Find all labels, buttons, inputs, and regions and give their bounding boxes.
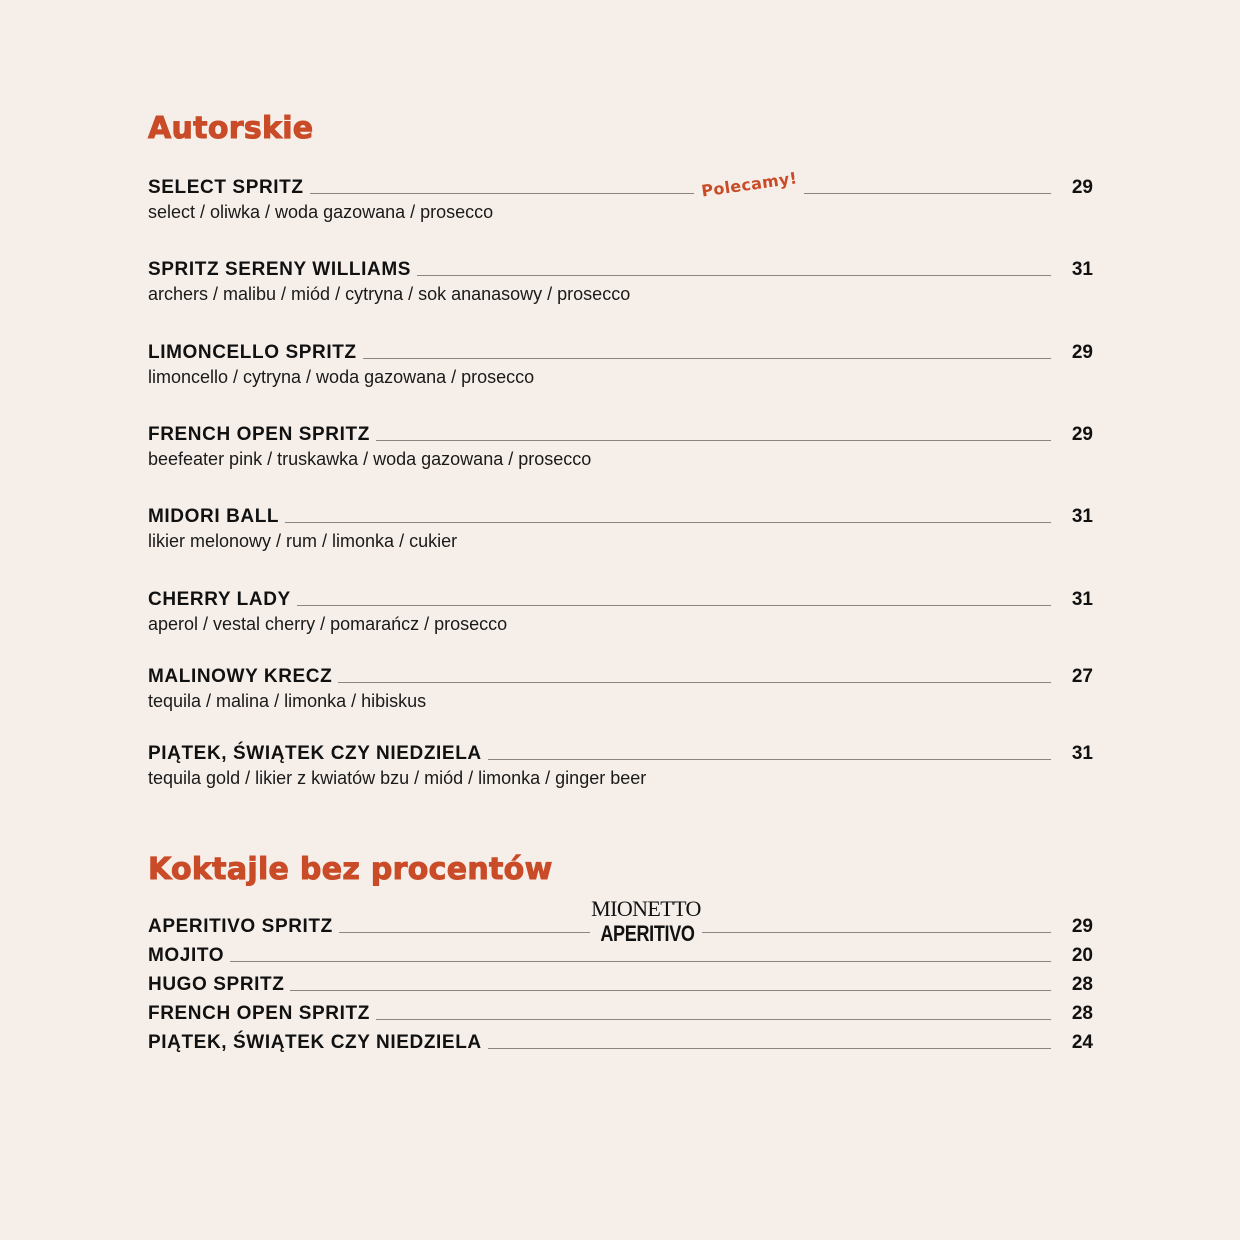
menu-item [148, 1031, 1093, 1055]
menu-item [148, 258, 1093, 306]
menu-item-row [148, 1031, 1093, 1055]
item-description: limoncello / cytryna / woda gazowana / prosecco [148, 367, 535, 387]
item-name: FRENCH OPEN SPRITZ [148, 1003, 370, 1024]
dotted-leader [488, 1048, 1051, 1049]
menu-item [148, 588, 1093, 636]
item-description: select / oliwka / woda gazowana / prosecco [148, 202, 494, 222]
item-name: SPRITZ SERENY WILLIAMS [148, 259, 412, 280]
logo-line-2: APERITIVO [600, 921, 695, 946]
menu-item-row [148, 258, 1093, 282]
menu-item [148, 1002, 1093, 1026]
dotted-leader [363, 358, 1051, 359]
item-price: 29 [1071, 342, 1093, 363]
dotted-leader [376, 1019, 1051, 1020]
item-description: archers / malibu / miód / cytryna / sok ananasowy / prosecco [148, 284, 631, 304]
item-price: 29 [1071, 916, 1093, 937]
menu-item-row [148, 973, 1093, 997]
menu-item-row [148, 1002, 1093, 1026]
item-description: aperol / vestal cherry / pomarańcz / prosecco [148, 614, 508, 634]
item-price: 31 [1071, 259, 1093, 280]
menu-item-row [148, 505, 1093, 529]
menu-item [148, 341, 1093, 389]
item-price: 20 [1071, 945, 1093, 966]
menu-item [148, 973, 1093, 997]
dotted-leader [376, 440, 1051, 441]
menu-item [148, 665, 1093, 713]
item-name: APERITIVO SPRITZ [148, 916, 333, 937]
item-price: 28 [1071, 1003, 1093, 1024]
menu-item-row [148, 167, 1093, 201]
item-name: MOJITO [148, 945, 225, 966]
menu-item [148, 742, 1093, 790]
section-title-autorskie: Autorskie [148, 111, 314, 146]
item-price: 29 [1071, 424, 1093, 445]
item-description: beefeater pink / truskawka / woda gazowana / prosecco [148, 449, 592, 469]
dotted-leader [290, 990, 1051, 991]
item-description: tequila gold / likier z kwiatów bzu / miód / limonka / ginger beer [148, 768, 647, 788]
item-name: MALINOWY KRECZ [148, 666, 333, 687]
mionetto-aperitivo-logo [590, 897, 702, 949]
dotted-leader [285, 522, 1051, 523]
item-price: 28 [1071, 974, 1093, 995]
item-description: likier melonowy / rum / limonka / cukier [148, 531, 458, 551]
menu-item [148, 167, 1093, 224]
menu-item-row [148, 665, 1093, 689]
item-name: PIĄTEK, ŚWIĄTEK CZY NIEDZIELA [148, 1032, 482, 1053]
menu-item-row [148, 588, 1093, 612]
dotted-leader [417, 275, 1051, 276]
item-price: 27 [1071, 666, 1093, 687]
item-name: LIMONCELLO SPRITZ [148, 342, 357, 363]
menu-item [148, 505, 1093, 553]
item-price: 31 [1071, 743, 1093, 764]
item-name: HUGO SPRITZ [148, 974, 285, 995]
menu-item-row [148, 341, 1093, 365]
item-description: tequila / malina / limonka / hibiskus [148, 691, 427, 711]
item-name: CHERRY LADY [148, 589, 291, 610]
item-price: 31 [1071, 506, 1093, 527]
menu-item-row [148, 742, 1093, 766]
dotted-leader [310, 193, 1051, 194]
menu-item [148, 423, 1093, 471]
item-name: MIDORI BALL [148, 506, 280, 527]
item-price: 31 [1071, 589, 1093, 610]
menu-page [148, 0, 1093, 1240]
item-price: 29 [1071, 177, 1093, 198]
badge-label: Polecamy! [699, 167, 799, 201]
item-name: FRENCH OPEN SPRITZ [148, 424, 370, 445]
item-name: PIĄTEK, ŚWIĄTEK CZY NIEDZIELA [148, 743, 482, 764]
recommended-badge [694, 167, 804, 201]
item-price: 24 [1071, 1032, 1093, 1053]
dotted-leader [297, 605, 1051, 606]
dotted-leader [488, 759, 1051, 760]
dotted-leader [338, 682, 1051, 683]
menu-item-row [148, 423, 1093, 447]
section-title-koktajle: Koktajle bez procentów [148, 852, 553, 887]
logo-line-1: MIONETTO [591, 896, 701, 921]
item-name: SELECT SPRITZ [148, 177, 304, 198]
dotted-leader [230, 961, 1051, 962]
